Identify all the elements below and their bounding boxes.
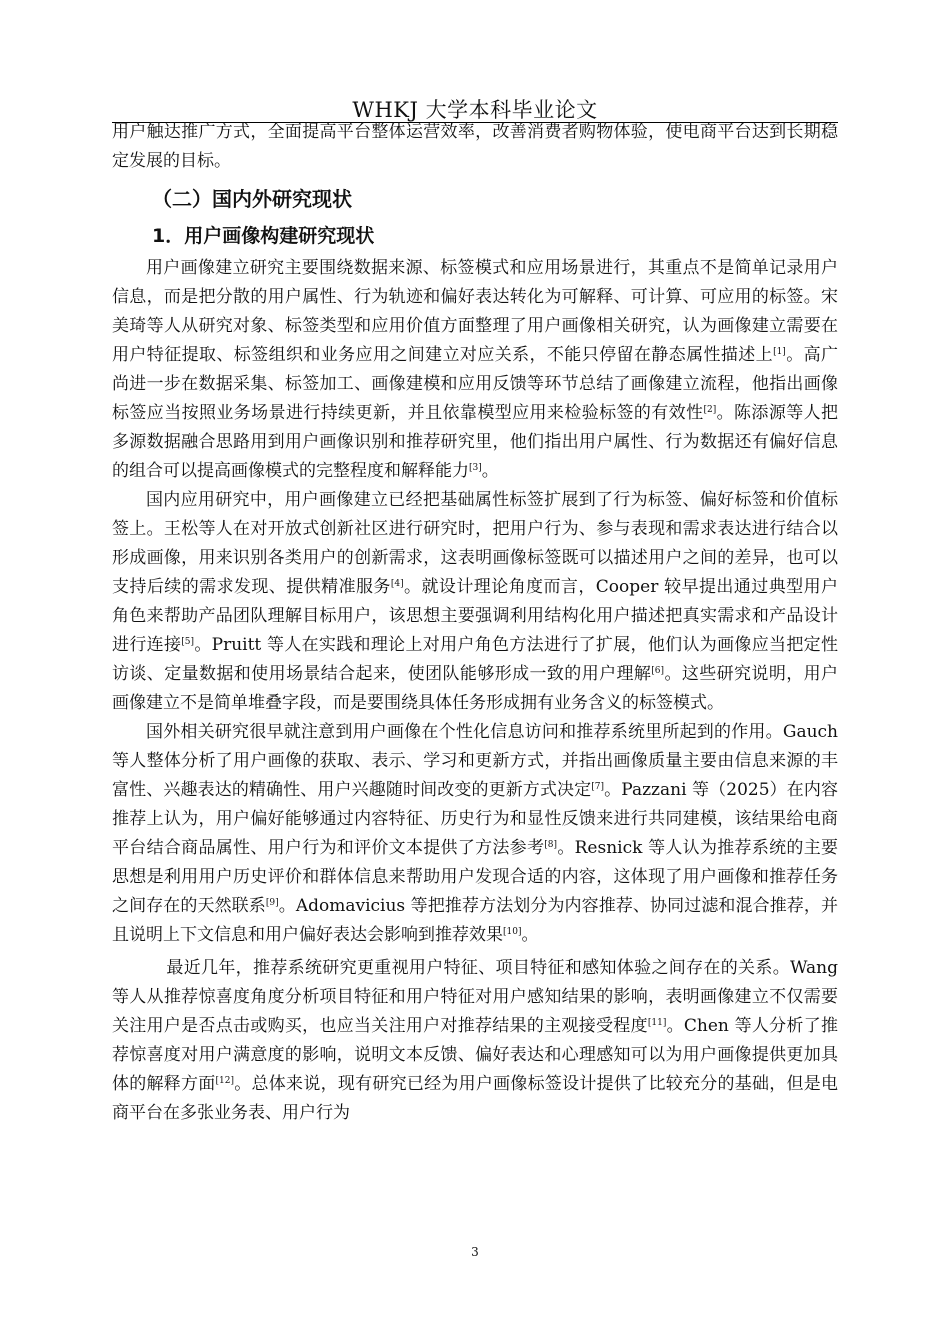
citation-ref: [10] — [503, 927, 522, 937]
citation-ref: [2] — [703, 405, 717, 415]
text: 。Adomavicius 等把推荐方法划分为内容推荐、协同过滤和混合推荐，并且说明上下文信息和用户偏好表达会影响到推荐效果 — [112, 896, 839, 945]
text: 国内应用研究中，用户画像建立已经把基础属性标签扩展到了行为标签、偏好标签和价值标签上。王松等人在对开放式创新社区进行研究时，把用户行为、参与表现和需求表达进行结合以形成画像，用来识别各类用户的创新需求，这表明画像标签既可以描述用户之间的差异，也可以支持后续的需求发现、提供精准服务 — [112, 490, 838, 597]
paragraph-1 — [112, 254, 838, 486]
body-text — [112, 118, 838, 1128]
text: 。Pazzani 等（2025）在内容推荐上认为，用户偏好能够通过内容特征、历史行为和显性反馈来进行共同建模，该结果给电商平台结合商品属性、用户行为和评价文本提供了方法参考 — [112, 780, 838, 858]
citation-ref: [4] — [390, 579, 404, 589]
text: 。高广尚进一步在数据采集、标签加工、画像建模和应用反馈等环节总结了画像建立流程，他指出画像标签应当按照业务场景进行持续更新，并且依靠模型应用来检验标签的有效性 — [112, 345, 839, 423]
paragraph-3 — [112, 718, 838, 950]
text: 。Chen 等人分析了推荐惊喜度对用户满意度的影响，说明文本反馈、偏好表达和心理感知可以为用户画像提供更加具体的解释方面 — [112, 1016, 838, 1094]
text: 最近几年，推荐系统研究更重视用户特征、项目特征和感知体验之间存在的关系。Wang 等人从推荐惊喜度角度分析项目特征和用户特征对用户感知结果的影响，表明画像建立不仅需要关注用户是否点击或购买，也应当关注用户对推荐结果的主观接受程度 — [112, 958, 838, 1036]
text: 。这些研究说明，用户画像建立不是简单堆叠字段，而是要围绕具体任务形成拥有业务含义的标签模式。 — [112, 664, 839, 713]
citation-ref: [8] — [544, 840, 558, 850]
paragraph-continuation: 用户触达推广方式，全面提高平台整体运营效率，改善消费者购物体验，使电商平台达到长期稳定发展的目标。 — [112, 122, 838, 171]
citation-ref: [3] — [469, 463, 482, 473]
paragraph-2 — [112, 486, 838, 718]
citation-ref: [11] — [647, 1018, 667, 1028]
citation-ref: [5] — [181, 637, 195, 647]
citation-ref: [9] — [265, 898, 279, 908]
citation-ref: [1] — [773, 347, 786, 357]
running-header: WHKJ 大学本科毕业论文 — [352, 98, 598, 122]
page-number: 3 — [471, 1245, 479, 1259]
text: 国外相关研究很早就注意到用户画像在个性化信息访问和推荐系统里所起到的作用。Gauch 等人整体分析了用户画像的获取、表示、学习和更新方式，并指出画像质量主要由信息来源的丰富性、兴趣表达的精确性、用户兴趣随时间改变的更新方式决定 — [112, 722, 838, 800]
citation-ref: [7] — [591, 782, 605, 792]
text: 。总体来说，现有研究已经为用户画像标签设计提供了比较充分的基础，但是电商平台在多张业务表、用户行为 — [112, 1074, 839, 1123]
citation-ref: [6] — [651, 666, 665, 676]
paragraph-4 — [112, 954, 838, 1128]
text: 。 — [521, 925, 539, 945]
text: 。就设计理论角度而言，Cooper 较早提出通过典型用户角色来帮助产品团队理解目标用户，该思想主要强调利用结构化用户描述把真实需求和产品设计进行连接 — [112, 577, 839, 655]
text: 用户画像建立研究主要围绕数据来源、标签模式和应用场景进行，其重点不是简单记录用户信息，而是把分散的用户属性、行为轨迹和偏好表达转化为可解释、可计算、可应用的标签。宋美琦等人从研究对象、标签类型和应用价值方面整理了用户画像相关研究，认为画像建立需要在用户特征提取、标签组织和业务应用之间建立对应关系，不能只停留在静态属性描述上 — [112, 258, 838, 365]
text: 。Pruitt 等人在实践和理论上对用户角色方法进行了扩展，他们认为画像应当把定性访谈、定量数据和使用场景结合起来，使团队能够形成一致的用户理解 — [112, 635, 838, 684]
text: 。 — [481, 461, 499, 481]
text: 。陈添源等人把多源数据融合思路用到用户画像识别和推荐研究里，他们指出用户属性、行为数据还有偏好信息的组合可以提高画像模式的完整程度和解释能力 — [112, 403, 839, 481]
section-heading: （二）国内外研究现状 — [152, 187, 352, 211]
subsection-heading: 1．用户画像构建研究现状 — [152, 225, 375, 247]
text: 。Resnick 等人认为推荐系统的主要思想是利用用户历史评价和群体信息来帮助用户发现合适的内容，这体现了用户画像和推荐任务之间存在的天然联系 — [112, 838, 839, 916]
citation-ref: [12] — [215, 1076, 235, 1086]
